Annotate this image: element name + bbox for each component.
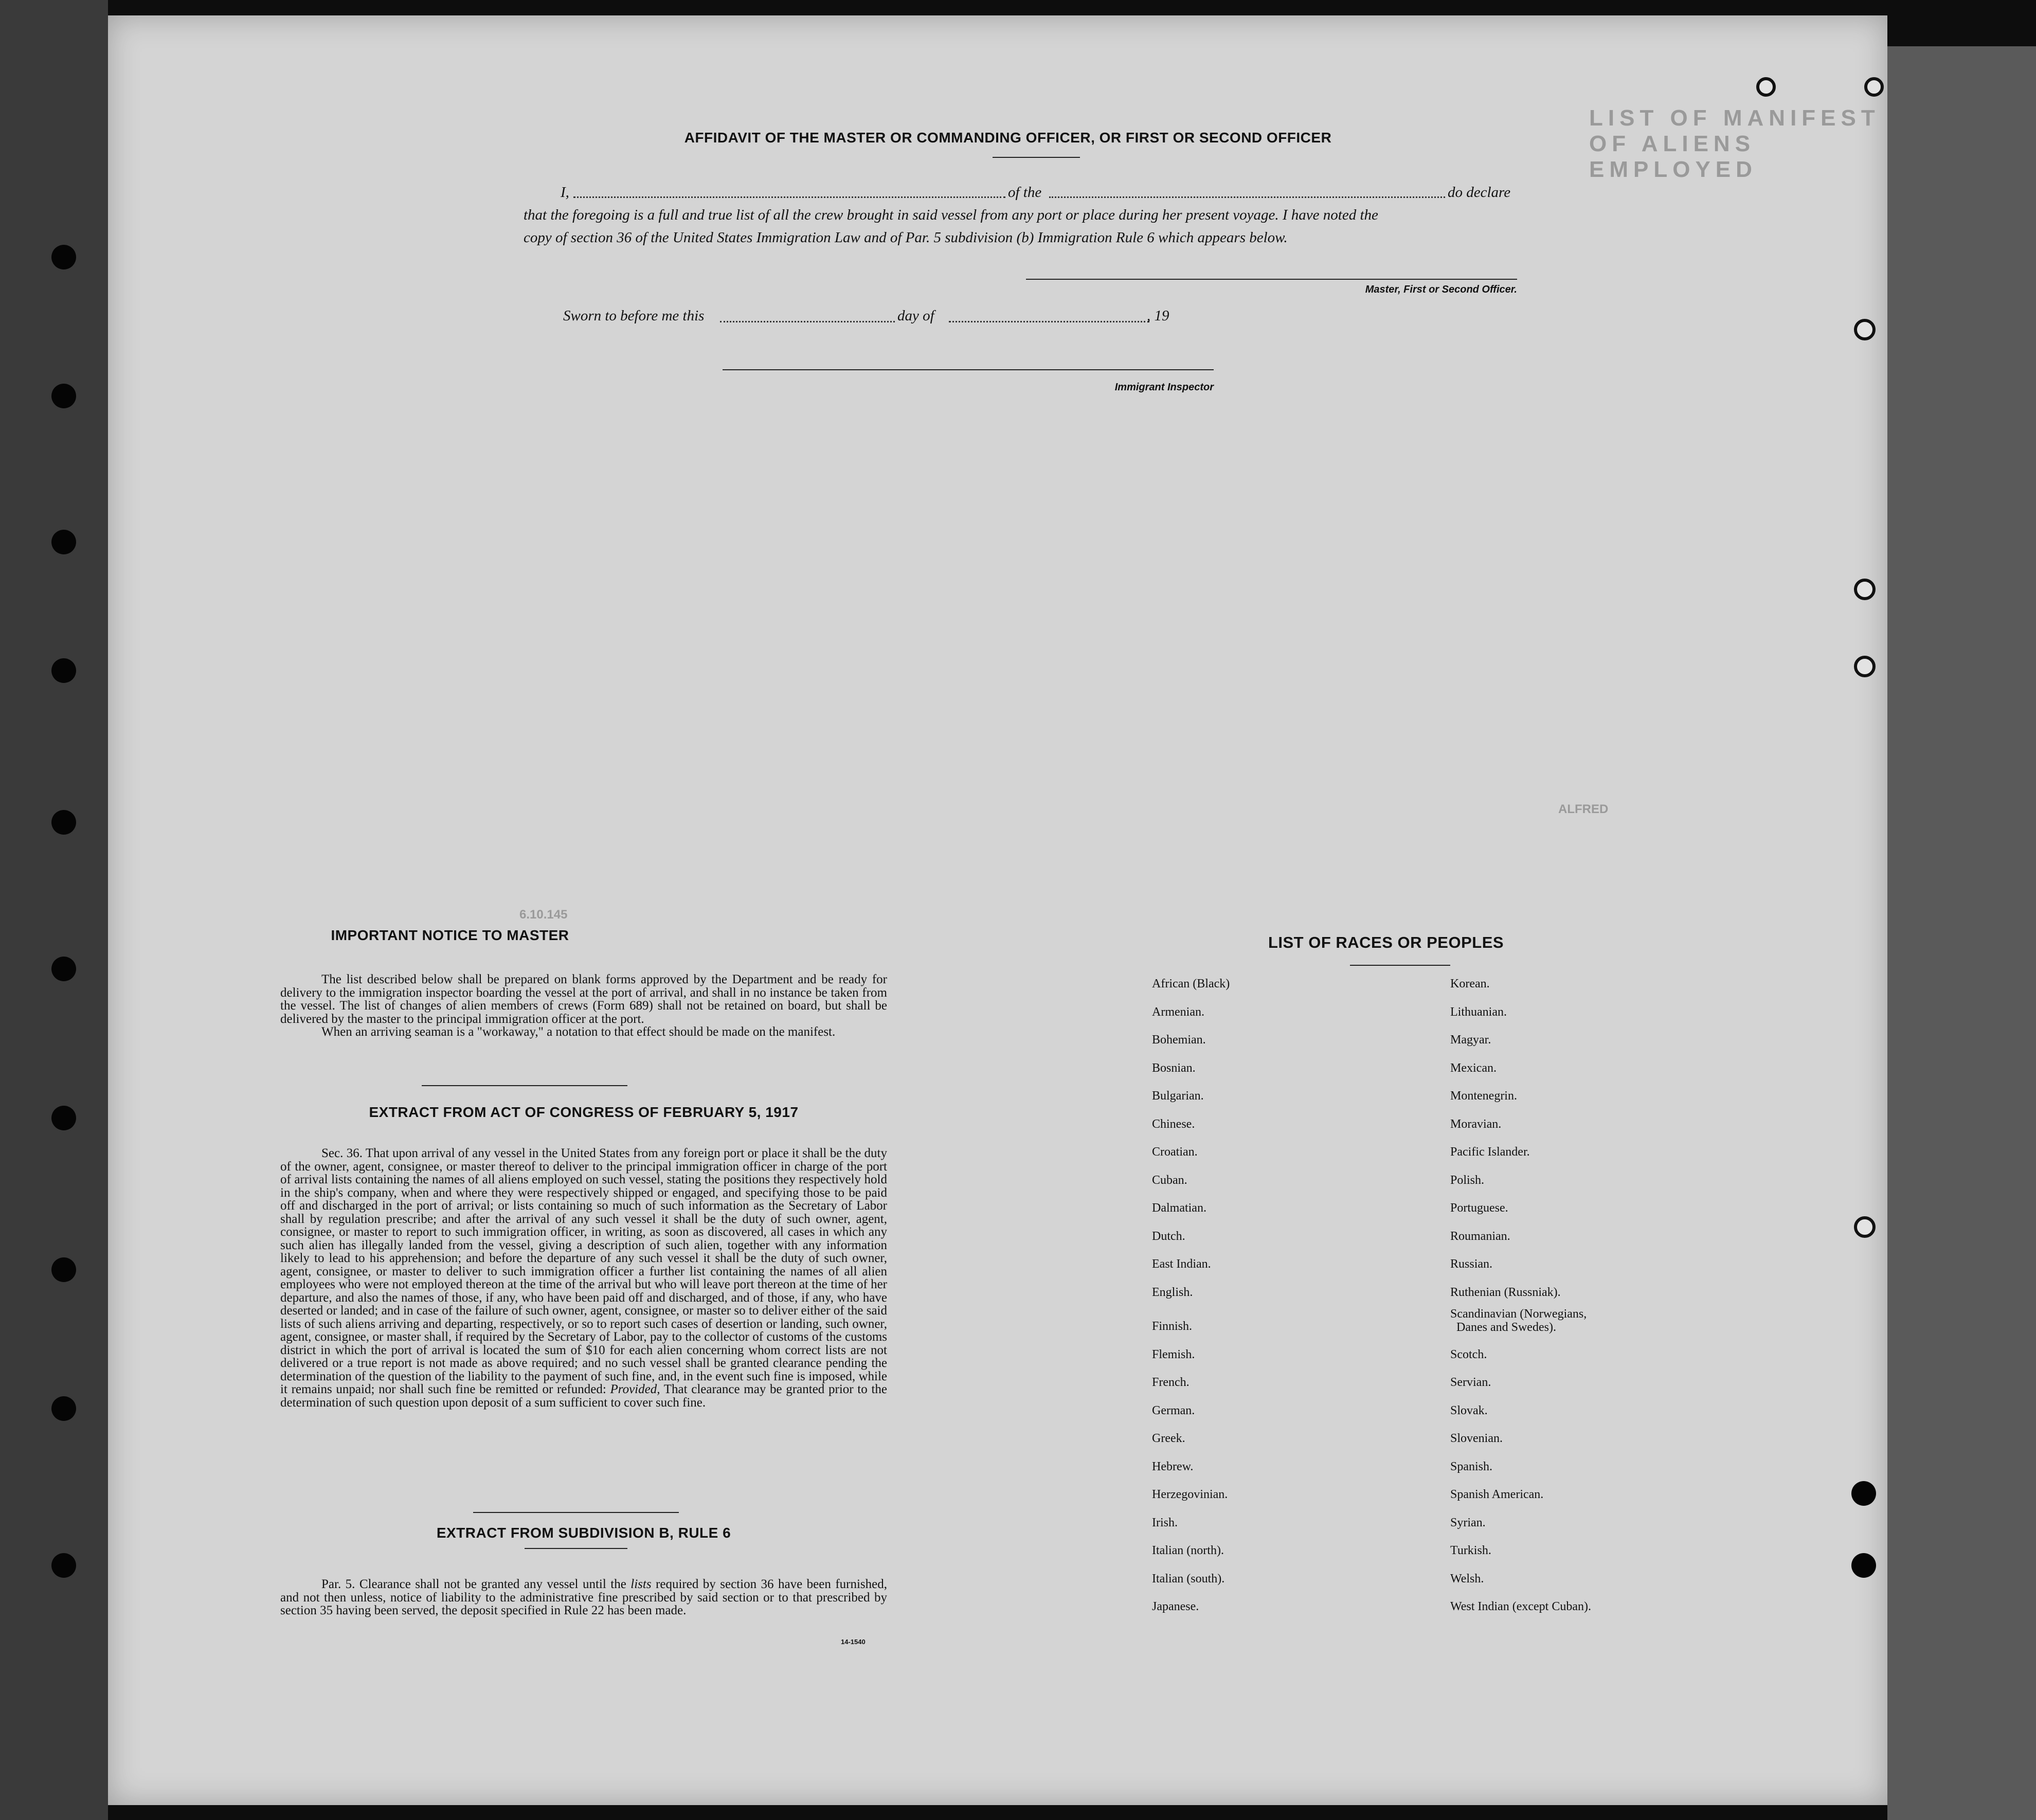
race-item: Spanish.: [1450, 1459, 1493, 1473]
act-extract-text: Sec. 36. That upon arrival of any vessel in the United States from any foreign port or place it shall be the duty of the owner, agent, consignee, or master thereof to deliver to the principal immigration officer in charge of the port of arrival lists containing the names of all aliens employed on such vessel, stating the positions they respectively hold in the ship's company, when and where they were respectively shipped or engaged, and specifying those to be paid off and discharged in the port of arrival; or lists containing so much of such information as the Secretary of Labor shall by regulation prescribe; and after the arrival of any such vessel it shall be the duty of such owner, agent, consignee, or master to report to such immigration officer, in writing, as soon as discovered, all cases in which any such alien has illegally landed from the vessel, giving a description of such alien, together with any information likely to lead to his apprehension; and before the departure of any such vessel it shall be the duty of such owner, agent, consignee, or master to deliver to such immigration officer a further list containing the names of all alien employees who were not employed thereon at the time of the arrival but who will leave port thereon at the time of her departure, and also the names of those, if any, who have been paid off and discharged, and of those, if any, who have deserted or landed; and in case of the failure of such owner, agent, consignee, or master so to deliver either of the said lists of such aliens arriving and departing, respectively, or so to report such cases of desertion or landing, such owner, agent, consignee, or master shall, if required by the Secretary of Labor, pay to the collector of customs of the customs district in which the port of arrival is located the sum of $10 for each alien concerning whom correct lists are not delivered or a true report is not made as above required; and no such vessel shall be granted clearance pending the determination of the question of the liability to the payment of such fine, and, in the event such fine is imposed, while it remains unpaid; nor shall such fine be remitted or refunded:: [280, 1146, 887, 1396]
affidavit-title-rule: [993, 157, 1080, 158]
race-item: Cuban.: [1152, 1173, 1187, 1187]
race-item: East Indian.: [1152, 1257, 1211, 1271]
race-item: Magyar.: [1450, 1033, 1491, 1047]
race-item: Slovenian.: [1450, 1432, 1503, 1445]
affidavit-title: AFFIDAVIT OF THE MASTER OR COMMANDING OFFICER, OR FIRST OR SECOND OFFICER: [684, 130, 1332, 146]
sworn-day-line: [720, 321, 895, 322]
race-item: Spanish American.: [1450, 1488, 1544, 1501]
rule-text: Par. 5. Clearance shall not be granted any vessel until the: [321, 1577, 626, 1591]
races-title-rule: [1350, 965, 1450, 966]
punch-hole: [51, 384, 76, 408]
rule-title-rule: [525, 1548, 627, 1549]
act-divider: [473, 1512, 679, 1513]
punch-hole: [51, 658, 76, 683]
race-item: Dutch.: [1152, 1229, 1185, 1243]
inspector-signature-line: [723, 369, 1214, 370]
bleed-through-header: LIST OF MANIFEST OF ALIENS EMPLOYED: [1589, 105, 1880, 182]
race-item: Bosnian.: [1152, 1061, 1196, 1075]
punch-hole: [51, 810, 76, 835]
race-item: African (Black): [1152, 977, 1230, 990]
punch-hole: [1854, 1216, 1876, 1238]
punch-hole: [1854, 319, 1876, 340]
proviso-word: Provided,: [610, 1382, 660, 1396]
race-item: Ruthenian (Russniak).: [1450, 1285, 1561, 1299]
race-item: Welsh.: [1450, 1572, 1484, 1585]
notice-paragraph-1: The list described below shall be prepared on blank forms approved by the Department and be ready for delivery to the immigration inspector boarding the vessel at the port of arrival, and shall in no instance be taken from the vessel. The list of changes of alien members of crews (Form 689) shall not be retained on board, but shall be delivered by the master to the principal immigration officer at the port.: [280, 972, 887, 1026]
race-item: Polish.: [1450, 1173, 1485, 1187]
signature-caption: Master, First or Second Officer.: [1365, 284, 1517, 295]
signature-line: [1026, 279, 1517, 280]
race-item: English.: [1152, 1285, 1193, 1299]
name-line: [573, 196, 1005, 198]
sworn-month-line: [949, 321, 1149, 322]
race-item: Finnish.: [1152, 1320, 1193, 1333]
race-item: Croatian.: [1152, 1145, 1198, 1159]
race-item: Armenian.: [1152, 1005, 1204, 1019]
race-item: Syrian.: [1450, 1516, 1486, 1529]
affidavit-of-the: of the: [1008, 184, 1042, 201]
punch-hole: [51, 1396, 76, 1421]
punch-hole: [1756, 77, 1776, 97]
race-item: Moravian.: [1450, 1117, 1502, 1131]
race-item: Italian (north).: [1152, 1544, 1224, 1557]
day-of-text: day of: [897, 308, 934, 324]
punch-hole: [51, 245, 76, 269]
race-item: Greek.: [1152, 1432, 1185, 1445]
act-extract-body: [280, 1147, 887, 1409]
scanner-background-left: [0, 0, 108, 1820]
race-item: Flemish.: [1152, 1347, 1195, 1361]
rule-extract-body: [280, 1578, 887, 1617]
race-item: Bohemian.: [1152, 1033, 1206, 1047]
race-item: Pacific Islander.: [1450, 1145, 1530, 1159]
affidavit-declare: do declare: [1448, 184, 1511, 201]
race-item: Dalmatian.: [1152, 1201, 1206, 1215]
form-number: 14-1540: [841, 1638, 866, 1646]
race-item: Russian.: [1450, 1257, 1493, 1271]
race-item: Turkish.: [1450, 1544, 1491, 1557]
race-item: Herzegovinian.: [1152, 1488, 1228, 1501]
vessel-line: [1049, 196, 1445, 198]
race-item: French.: [1152, 1376, 1190, 1389]
punch-hole: [1851, 1481, 1876, 1506]
race-item: Lithuanian.: [1450, 1005, 1507, 1019]
punch-hole: [51, 530, 76, 554]
race-item: Japanese.: [1152, 1600, 1199, 1613]
rule-extract-title: EXTRACT FROM SUBDIVISION B, RULE 6: [436, 1525, 731, 1541]
punch-hole: [51, 1257, 76, 1282]
notice-divider: [422, 1085, 627, 1086]
race-item: Hebrew.: [1152, 1459, 1194, 1473]
year-text: , 19: [1147, 308, 1169, 324]
race-item: Bulgarian.: [1152, 1089, 1204, 1103]
punch-hole: [1854, 579, 1876, 600]
notice-title: IMPORTANT NOTICE TO MASTER: [331, 927, 569, 943]
punch-hole: [51, 957, 76, 981]
race-item: Scandinavian (Norwegians, Danes and Swedes).: [1450, 1307, 1587, 1334]
bleed-through-numbers: 6.10.145: [519, 908, 568, 922]
race-item: Chinese.: [1152, 1117, 1195, 1131]
affidavit-statement-line2: that the foregoing is a full and true list of all the crew brought in said vessel from any port or place during her present voyage. I have noted the: [524, 207, 1378, 223]
race-item: Servian.: [1450, 1376, 1491, 1389]
race-item: West Indian (except Cuban).: [1450, 1600, 1591, 1613]
affidavit-statement-line3: copy of section 36 of the United States Immigration Law and of Par. 5 subdivision (b) Immigration Rule 6 which appears below.: [524, 229, 1288, 246]
punch-hole: [1854, 656, 1876, 677]
manifest-page: [108, 15, 1887, 1805]
inspector-caption: Immigrant Inspector: [1114, 382, 1214, 393]
rule-text-end: required by section 36 have been furnished, and not then unless, notice of liability to the administrative fine prescribed by said section or to that prescribed by section 35 having been served, the deposit specified in Rule 22 has been made.: [280, 1577, 887, 1617]
bleed-through-name: ALFRED: [1558, 802, 1609, 816]
race-item: Italian (south).: [1152, 1572, 1225, 1585]
race-item: Korean.: [1450, 977, 1490, 990]
affidavit-i: I,: [561, 184, 569, 201]
act-extract-text-end: That clearance may be granted prior to the determination of such question upon deposit of a sum sufficient to cover such fine.: [280, 1382, 887, 1410]
race-item: Irish.: [1152, 1516, 1178, 1529]
notice-paragraph-2: When an arriving seaman is a "workaway," a notation to that effect should be made on the manifest.: [321, 1025, 836, 1039]
race-item: Roumanian.: [1450, 1229, 1510, 1243]
race-item: German.: [1152, 1403, 1195, 1417]
races-title: LIST OF RACES OR PEOPLES: [1268, 933, 1504, 951]
punch-hole: [51, 1106, 76, 1130]
race-item: Slovak.: [1450, 1403, 1488, 1417]
scanner-background-right: [1887, 46, 2036, 1820]
lists-word: lists: [630, 1577, 652, 1591]
notice-body: [280, 973, 887, 1039]
punch-hole: [1851, 1553, 1876, 1578]
punch-hole: [1864, 77, 1884, 97]
punch-hole: [51, 1553, 76, 1578]
race-item: Scotch.: [1450, 1347, 1487, 1361]
race-item: Portuguese.: [1450, 1201, 1508, 1215]
sworn-text: Sworn to before me this: [563, 308, 705, 324]
race-item: Montenegrin.: [1450, 1089, 1517, 1103]
race-item: Mexican.: [1450, 1061, 1497, 1075]
act-extract-title: EXTRACT FROM ACT OF CONGRESS OF FEBRUARY 5, 1917: [369, 1104, 799, 1120]
